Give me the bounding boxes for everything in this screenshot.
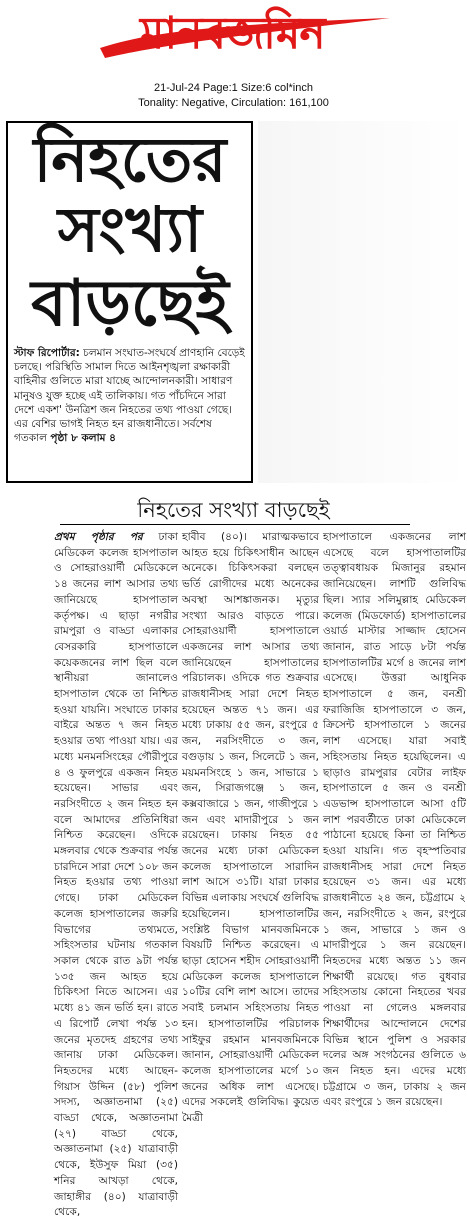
clipping-tonality: Tonality: Negative, Circulation: 161,100 [138, 97, 329, 109]
column-3-text: হাসপাতালে একজনের লাশ এসেছে বলে হাসপাতালটির তত্ত্বাবধায়ক মিজানুর রহমান জানিয়েছেন। লাশটি গুলিবিদ্ধ ছিল। স্যার সলিমুল্লাহ মেডিকেল কলেজ (মিডফোর্ড) হাসপাতালের ওয়ার্ড মাস্টার সাজ্জাদ হোসেন জানান, রাত সাড়ে ৮টা পর্যন্ত হাসপাতালটির মর্গে ৪ জনের লাশ এসেছে। উত্তরা আধুনিক হাসপাতালে ৫ জন, বনশ্রী ফরাজিজি হাসপাতালে ৩ জন, ক্রিসেন্ট হাসপাতালে ১ জনের লাশ এসেছে। যারা সবাই সহিংসতায় নিহত হয়েছিলেন। এ ছাড়াও রামপুরার বেটার লাইফ হাসপাতালে ৫ জন ও বনশ্রী এডভান্স হাসপাতালে আসা ৫টি লাশ পরবর্তীতে ঢাকা মেডিকেলে পাঠানো হয়েছে কিনা তা নিশ্চিত হওয়া যায়নি। গত বৃহস্পতিবার রাজধানীসহ সারা দেশে নিহত হয়েছেন ৩১ জন। এর মধ্যে রাজধানীতে ২৪ জন, চট্টগ্রামে ২ জন, নরসিংদীতে ২ জন, রংপুরে ১ জন, সাভারে ১ জন ও মাদারীপুরে ১ জন রয়েছেন। নিহতদের মধ্যে অন্তত ১১ জন শিক্ষার্থী রয়েছে। গত বুধবার সহিংসতায় কোনো নিহতের খবর পাওয়া না গেলেও মঙ্গলবার শিক্ষার্থীদের আন্দোলনে দেশের বিভিন্ন স্থানে পুলিশ ও সরকার দলের অঙ্গ সংগঠনের গুলিতে ৬ জন নিহত হন। এদের মধ্যে চট্টগ্রামে ৩ জন, ঢাকায় ২ জন এবং রংপুরে ১ জন রয়েছেন। [323, 531, 466, 1109]
blank-area [258, 121, 467, 483]
article-column-1 [54, 530, 178, 1221]
headline-line-2: সংখ্যা [57, 193, 203, 266]
continued-note: পৃষ্ঠা ৮ কলাম ৪ [50, 432, 116, 445]
masthead [0, 0, 467, 78]
jump-headline: নিহতের সংখ্যা বাড়ছেই [137, 498, 330, 522]
clipping-info: 21-Jul-24 Page:1 Size:6 col*inch [154, 82, 313, 94]
continued-label: প্রথম পৃষ্ঠার পর [54, 531, 143, 543]
lead-paragraph [14, 346, 246, 445]
article-column-2 [182, 530, 319, 1127]
byline: স্টাফ রিপোর্টার: [14, 347, 80, 359]
column-1-text: ঢাকা মেডিকেল কলেজ হাসপাতাল ও সোহরাওয়ার্দী মেডিকেলে ১৪ জনের লাশ আসার তথ্য জানিয়েছে হাসপাতাল কর্তৃপক্ষ। এ ছাড়া নগরীর রামপুরা ও বাড্ডা এলাকার বেসরকারি হাসপাতালে কয়েকজনের লাশ ছিল বলে স্থানীয়রা জানালেও হাসপাতাল থেকে তা নিশ্চিত হওয়া যায়নি। সংঘাতে ঢাকার বাইরে অন্তত ৭ জন নিহত হওয়ার তথ্য পাওয়া যায়। এর মধ্যে মনমনসিংহের গৌরীপুরে ৪ ও ফুলপুরে একজন নিহত হয়েছেন। সাভার এবং নরসিংদীতে ২ জন নিহত হন বলে আমাদের প্রতিনিধিরা নিশ্চিত করেছেন। ওদিকে মঙ্গলবার থেকে শুক্রবার পর্যন্ত চারদিনে সারা দেশে ১০৮ জন নিহত হওয়ার তথ্য পাওয়া গেছে। ঢাকা মেডিকেল কলেজ হাসপাতালের জরুরি বিভাগের তথ্যমতে, সহিংসতার ঘটনায় গতকাল সকাল থেকে রাত ৯টা পর্যন্ত ১৩৫ জন আহত হয়ে চিকিৎসা নিতে আসেন। এর মধ্যে ৪১ জন ভর্তি হন। রাতে এ রিপোর্ট লেখা পর্যন্ত ১৩ জনের মৃতদেহ গ্রহণের তথ্য জানায় ঢাকা মেডিকেল। নিহতদের মধ্যে আছেন- গিয়াস উদ্দিন (৫৮) পুলিশ সদস্য, অজ্ঞাতনামা (২৫) বাড্ডা থেকে, অজ্ঞাতনামা (২৭) বাড্ডা থেকে, অজ্ঞাতনামা (২৫) যাত্রাবাড়ী থেকে, ইউসুফ মিয়া (৩৫) শনির আখড়া থেকে, জাহাঙ্গীর (৪০) যাত্রাবাড়ী থেকে, [54, 531, 178, 1219]
headline-line-3: বাড়ছেই [31, 267, 229, 341]
jump-divider [60, 524, 410, 525]
lead-text: চলমান সংঘাত-সংঘর্ষে প্রাণহানি বেড়েই চলছে। পরিস্থিতি সামাল দিতে আইনশৃঙ্খলা রক্ষাকারী বাহিনীর গুলিতে মারা যাচ্ছে আন্দোলনকারী। সাধারণ মানুষও যুক্ত হচ্ছে এই তালিকায়। গত পাঁচদিনে সারা দেশে একশ' উনত্রিশ জন নিহতের তথ্য পাওয়া গেছে। এর বেশির ভাগই নিহত হন রাজধানীতে। সর্বশেষ গতকাল [14, 347, 245, 445]
headline-line-1: নিহতের [33, 123, 227, 196]
column-2-text: হাবীব (৪০)। মারাত্মকভাবে আহত হয়ে চিকিৎসাধীন আছেন অনেকে। চিকিৎসকরা বলছেন ভর্তি রোগীদের মধ্যে অনেকের অবস্থা আশঙ্কাজনক। মৃত্যুর সংখ্যা আরও বাড়তে পারে। সোহরাওয়ার্দী হাসপাতালে একজনের লাশ আসার তথ্য জানিয়েছেন হাসপাতালের পরিচালক। ওদিকে গত শুক্রবার রাজধানীসহ সারা দেশে নিহত হয়েছেন অন্তত ৭১ জন। এর মধ্যে ঢাকায় ৫৫ জন, রংপুরে ৫ জন, নরসিংদীতে ৩ জন, বগুড়ায় ১ জন, সিলেটে ১ জন, ময়মনসিংহে ১ জন, সাভারে ১ জন, সিরাজগঞ্জে ১ জন, কক্সবাজারে ১ জন, গাজীপুরে ১ জন এবং মাদারীপুরে ১ জন রয়েছেন। ঢাকায় নিহত ৫৫ জনের মধ্যে ঢাকা মেডিকেল কলেজ হাসপাতালে সারাদিন লাশ আসে ৩১টি। যারা ঢাকার বিভিন্ন এলাকায় সংঘর্ষে গুলিবিদ্ধ হয়েছিলেন। হাসপাতালটির সংশ্লিষ্ট বিভাগ মানবজমিনকে বিষয়টি নিশ্চিত করেছেন। এ ছাড়া হোসেন শহীদ সোহরাওয়ার্দী মেডিকেল কলেজ হাসপাতালে ১০টির বেশি লাশ আসে। তাদের সবাই চলমান সহিংসতায় নিহত হন। হাসপাতালটির পরিচালক সাইফুর রহমান মানবজমিনকে জানান, সোহরাওয়ার্দী মেডিকেল কলেজ হাসপাতালের মর্গে ১০ জনের অধিক লাশ এসেছে। এদের সকলেই গুলিবিদ্ধ। কুয়েত মৈত্রী [182, 531, 319, 1125]
masthead-title: মানবজমিন [140, 8, 325, 59]
article-column-3 [323, 530, 466, 1111]
